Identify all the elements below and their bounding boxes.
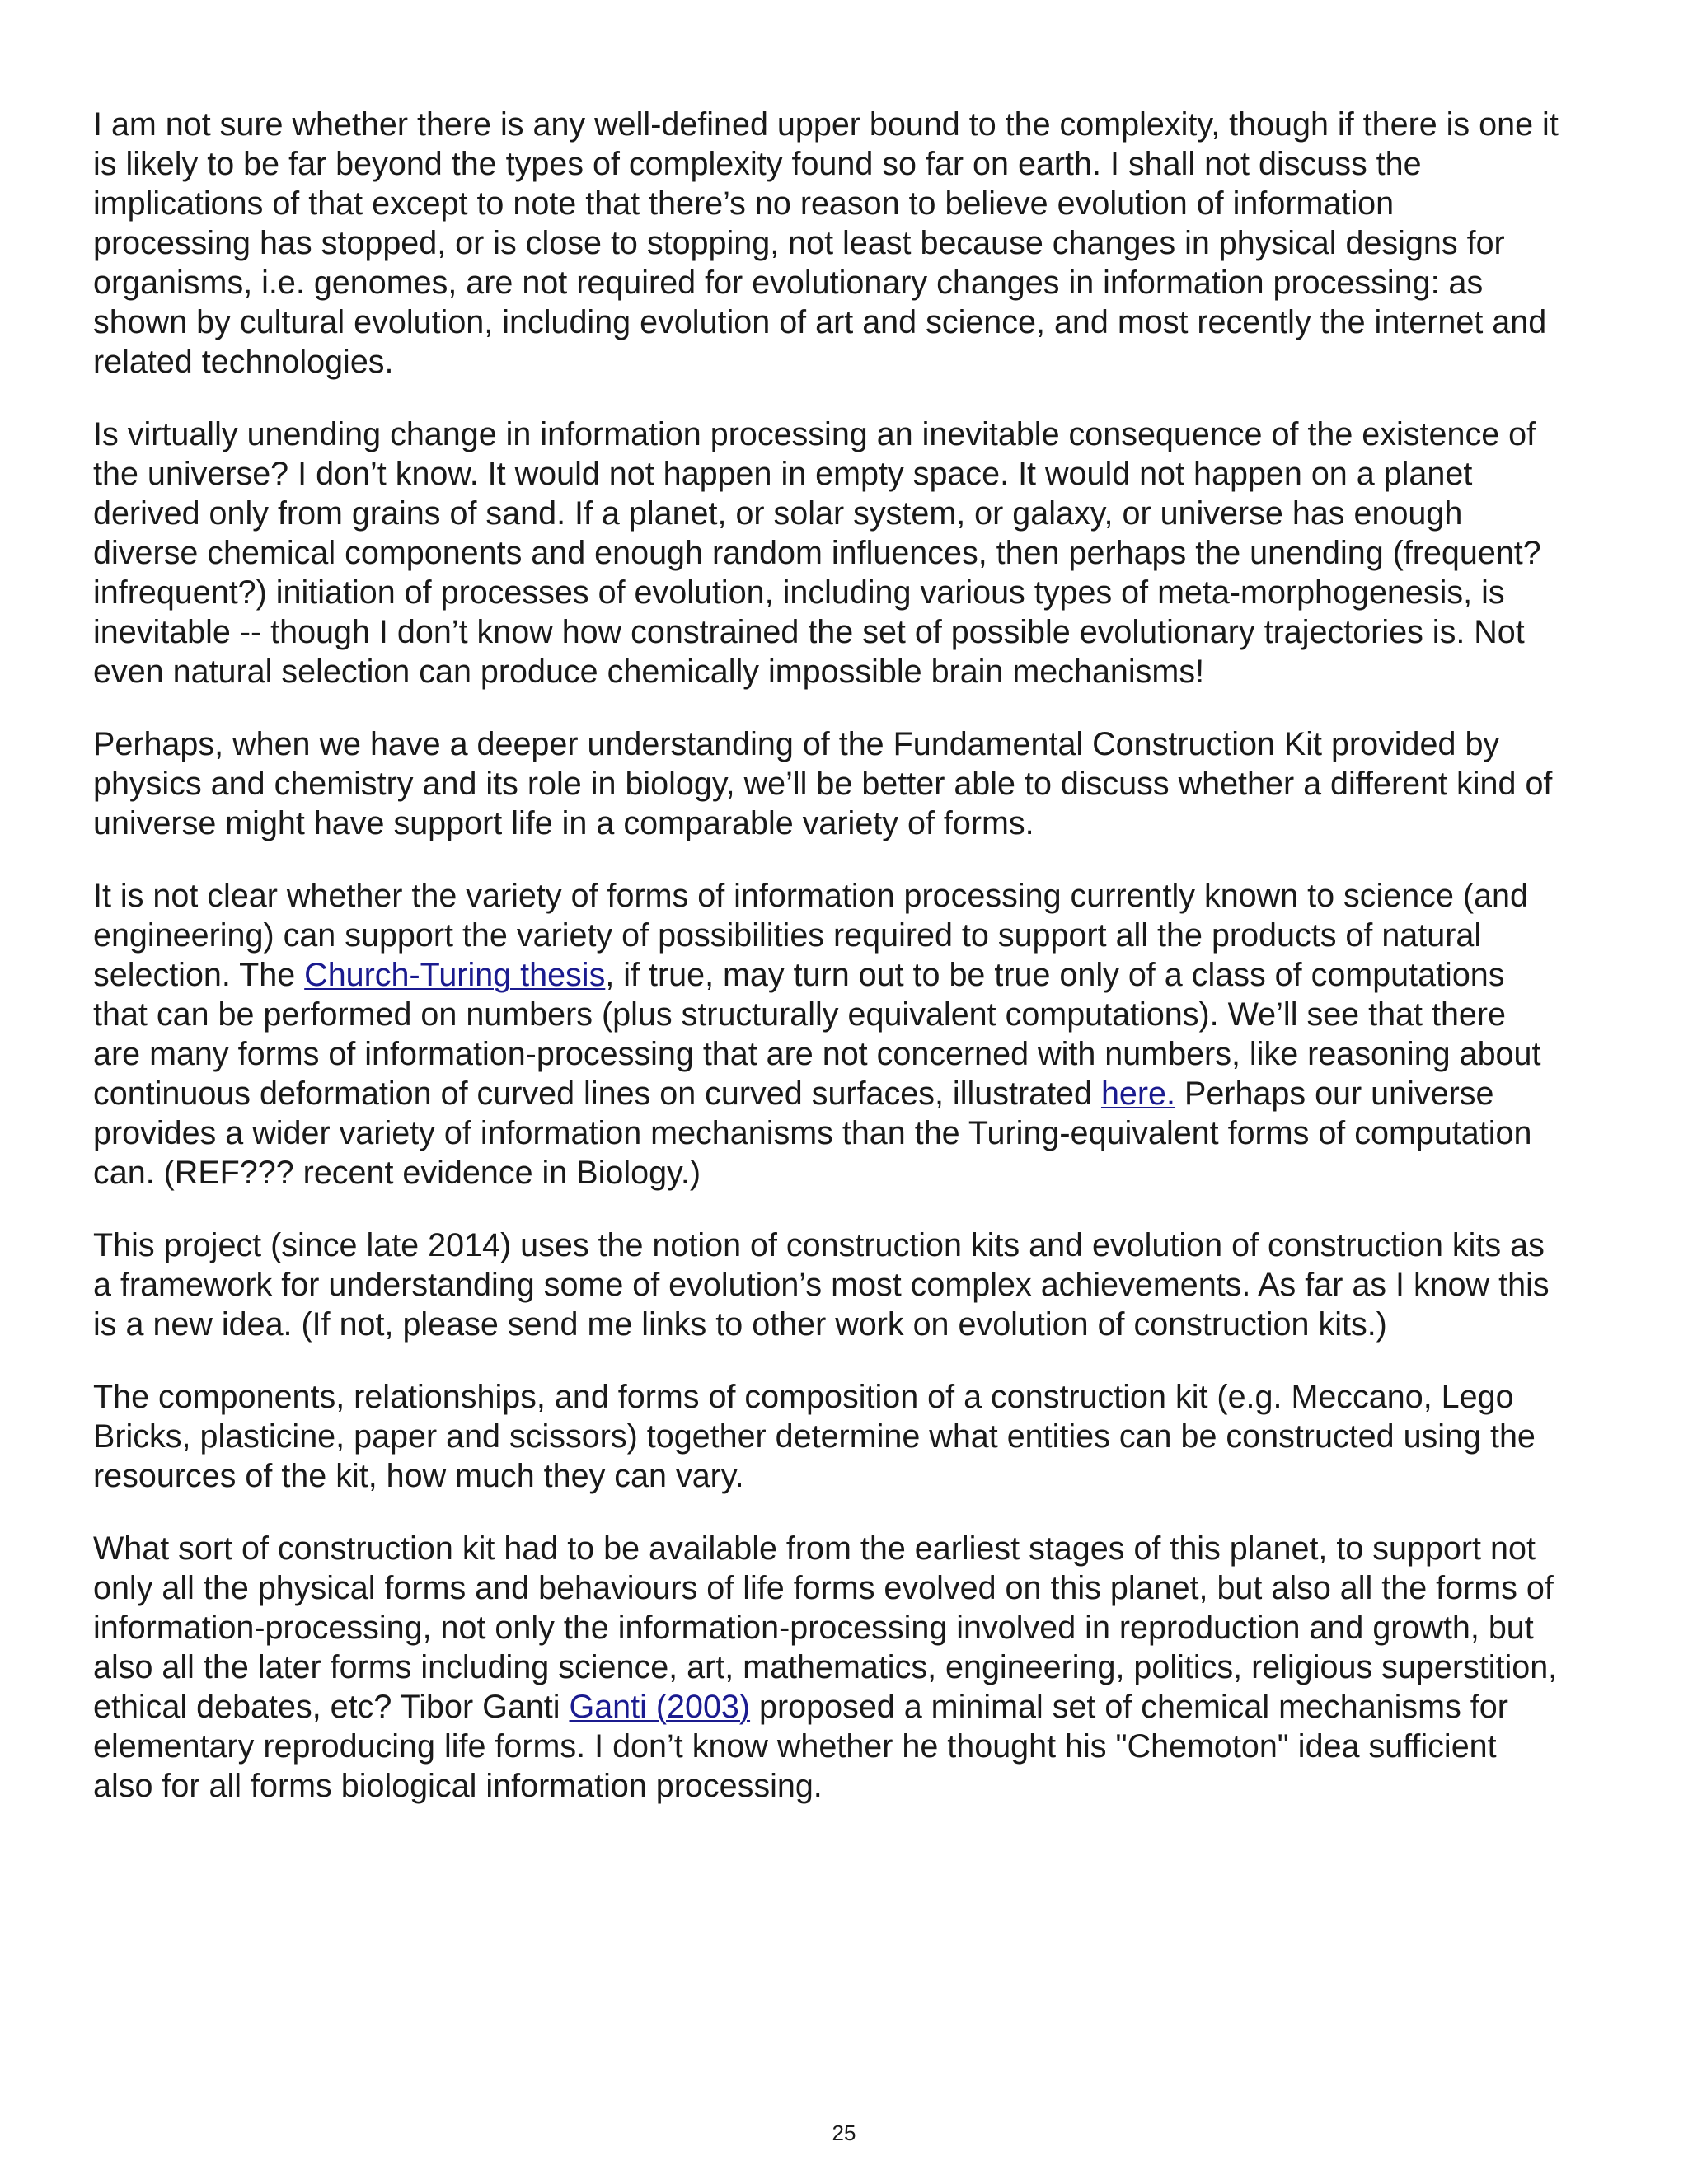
paragraph-unending-change: Is virtually unending change in information processing an inevitable consequence of the existence of the universe? I don’t know. It would not happen in empty space. It would not happen on a planet derived only from grains of sand. If a planet, or solar system, or galaxy, or universe has enough diverse chemical components and enough random influences, then perhaps the unending (frequent? infrequent?) initiation of processes of evolution, including various types of meta-morphogenesis, is inevitable -- though I don’t know how constrained the set of possible evolutionary trajectories is. Not even natural selection can produce chemically impossible brain mechanisms! bbox=[93, 416, 1541, 690]
paragraph-earliest-construction-kit bbox=[93, 1529, 1560, 1806]
paragraph-text: proposed a minimal set of chemical mechanisms for elementary reproducing life forms. I don’t know whether he thought his "Chemoton" idea sufficient also for all forms biological information processing. bbox=[93, 1689, 1508, 1804]
paragraph-text: It is not clear whether the variety of forms of information processing currently known to science (and engineering) can support the variety of possibilities required to support all the products of natural selection. The bbox=[93, 878, 1528, 993]
paragraph-project-construction-kits: This project (since late 2014) uses the notion of construction kits and evolution of construction kits as a framework for understanding some of evolution’s most complex achievements. As far as I know this is a new idea. (If not, please send me links to other work on evolution of construction kits.) bbox=[93, 1227, 1550, 1343]
paragraph-text: What sort of construction kit had to be available from the earliest stages of this planet, to support not only all the physical forms and behaviours of life forms evolved on this planet, but also all the forms of information-processing, not only the information-processing involved in reproduction and growth, but also all the later forms including science, art, mathematics, engineering, politics, religious superstition, ethical debates, etc? Tibor Ganti bbox=[93, 1530, 1558, 1725]
ganti-2003-link[interactable]: Ganti (2003) bbox=[569, 1689, 751, 1725]
paragraph-church-turing bbox=[93, 876, 1560, 1193]
paragraph-text: Perhaps our universe provides a wider variety of information mechanisms than the Turing-equivalent forms of computation can. (REF??? recent evidence in Biology.) bbox=[93, 1076, 1532, 1191]
paragraph-kit-components: The components, relationships, and forms of composition of a construction kit (e.g. Meccano, Lego Bricks, plasticine, paper and scissors) together determine what entities can be constructed using the resources of the kit, how much they can vary. bbox=[93, 1379, 1536, 1494]
church-turing-thesis-link[interactable]: Church-Turing thesis bbox=[304, 957, 606, 993]
here-link[interactable]: here. bbox=[1100, 1076, 1176, 1112]
page-number: 25 bbox=[832, 2121, 856, 2145]
paragraph-fundamental-construction-kit: Perhaps, when we have a deeper understanding of the Fundamental Construction Kit provided by physics and chemistry and its role in biology, we’ll be better able to discuss whether a different kind of universe might have support life in a comparable variety of forms. bbox=[93, 726, 1553, 841]
paragraph-complexity-bound: I am not sure whether there is any well-defined upper bound to the complexity, though if there is one it is likely to be far beyond the types of complexity found so far on earth. I shall not discuss the implications of that except to note that there’s no reason to believe evolution of information processing has stopped, or is close to stopping, not least because changes in physical designs for organisms, i.e. genomes, are not required for evolutionary changes in information processing: as shown by cultural evolution, including evolution of art and science, and most recently the internet and related technologies. bbox=[93, 106, 1559, 380]
page-body bbox=[93, 105, 1560, 1839]
paragraph-text: , if true, may turn out to be true only of a class of computations that can be performed on numbers (plus structurally equivalent computations). We’ll see that there are many forms of information-processing that are not concerned with numbers, like reasoning about continuous deformation of curved lines on curved surfaces, illustrated bbox=[93, 957, 1541, 1112]
